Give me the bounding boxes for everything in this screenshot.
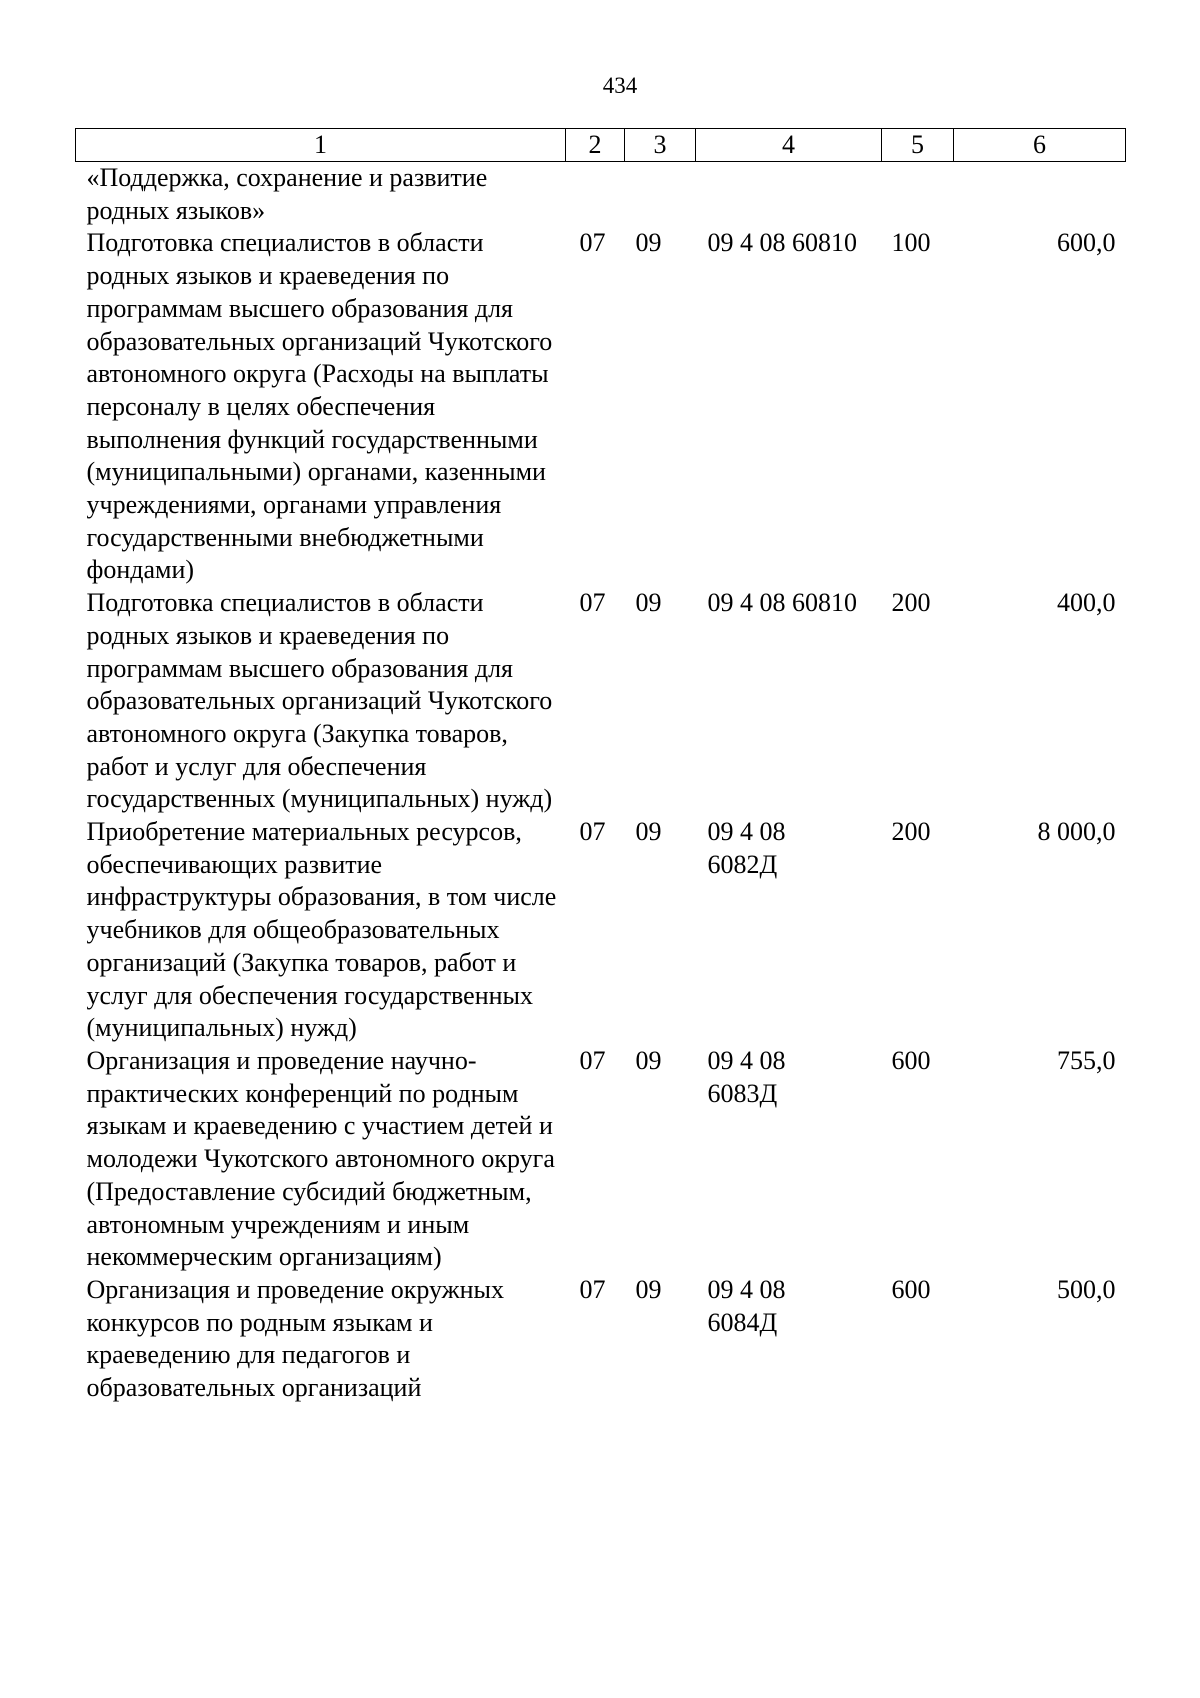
row-amount: 600,0 (1057, 228, 1116, 258)
row-subsection: 09 (635, 228, 662, 258)
row-type: 100 (891, 228, 931, 258)
row-code-line-1: 09 4 08 60810 (707, 228, 857, 258)
row-amount: 500,0 (1057, 1274, 1116, 1304)
row-section: 07 (579, 588, 606, 618)
row-amount: 400,0 (1057, 588, 1116, 618)
row-section: 07 (579, 1274, 606, 1304)
row-code-line-2: 6083Д (707, 1078, 778, 1108)
row-code-line-2: 6082Д (707, 849, 778, 879)
row-code-line-1: 09 4 08 (707, 817, 786, 847)
table-row (76, 227, 1126, 587)
row-name: Приобретение материальных ресурсов, обеспечивающих развитие инфраструктуры образования, в том числе учебников для общеобразовательных организаций (Закупка товаров, работ и услуг для обеспечения государственных (муниципальных) нужд) (86, 817, 557, 1043)
row-code (696, 587, 882, 816)
row-code-line-1: 09 4 08 (707, 1045, 786, 1075)
row-amount: 755,0 (1057, 1045, 1116, 1075)
row-name: Подготовка специалистов в области родных языков и краеведения по программам высшего образования для образовательных организаций Чукотского автономного округа (Закупка товаров, работ и услуг для обеспечения государственных (муниципальных) нужд) (86, 588, 553, 814)
header-col-1: 1 (76, 129, 566, 162)
header-col-3: 3 (625, 129, 696, 162)
row-type: 600 (891, 1045, 931, 1075)
row-code (696, 1045, 882, 1274)
header-col-5: 5 (882, 129, 954, 162)
row-name: Организация и проведение научно-практических конференций по родным языкам и краеведению с участием детей и молодежи Чукотского автономного округа (Предоставление субсидий бюджетным, автономным учреждениям и иным некоммерческим организациям) (86, 1045, 555, 1272)
row-type: 200 (891, 588, 931, 618)
row-subsection: 09 (635, 1045, 662, 1075)
budget-table (75, 128, 1126, 1405)
table-row (76, 1274, 1126, 1405)
row-section: 07 (579, 817, 606, 847)
row-type: 200 (891, 817, 931, 847)
row-code-line-1: 09 4 08 (707, 1274, 786, 1304)
intro-text: «Поддержка, сохранение и развитие родных языков» (86, 163, 488, 225)
header-col-4: 4 (696, 129, 882, 162)
header-row (76, 129, 1126, 162)
table-row (76, 816, 1126, 1045)
header-col-6: 6 (954, 129, 1126, 162)
page-number: 434 (602, 73, 638, 98)
table-row (76, 1045, 1126, 1274)
row-code-line-1: 09 4 08 60810 (707, 588, 857, 618)
row-section: 07 (579, 1045, 606, 1075)
header-col-2: 2 (566, 129, 625, 162)
row-code (696, 816, 882, 1045)
row-name: Организация и проведение окружных конкурсов по родным языкам и краеведению для педагогов и образовательных организаций (86, 1274, 504, 1403)
row-section: 07 (579, 228, 606, 258)
row-subsection: 09 (635, 588, 662, 618)
row-amount: 8 000,0 (1037, 817, 1116, 847)
row-name: Подготовка специалистов в области родных языков и краеведения по программам высшего образования для образовательных организаций Чукотского автономного округа (Расходы на выплаты персоналу в целях обеспечения выполнения функций государственными (муниципальными) органами, казенными учреждениями, органами управления государственными внебюджетными фондами) (86, 228, 553, 585)
row-code-line-2: 6084Д (707, 1307, 778, 1337)
table-row (76, 587, 1126, 816)
row-code (696, 1274, 882, 1405)
row-subsection: 09 (635, 1274, 662, 1304)
row-type: 600 (891, 1274, 931, 1304)
row-code (696, 227, 882, 587)
row-subsection: 09 (635, 817, 662, 847)
intro-row (76, 162, 1126, 228)
